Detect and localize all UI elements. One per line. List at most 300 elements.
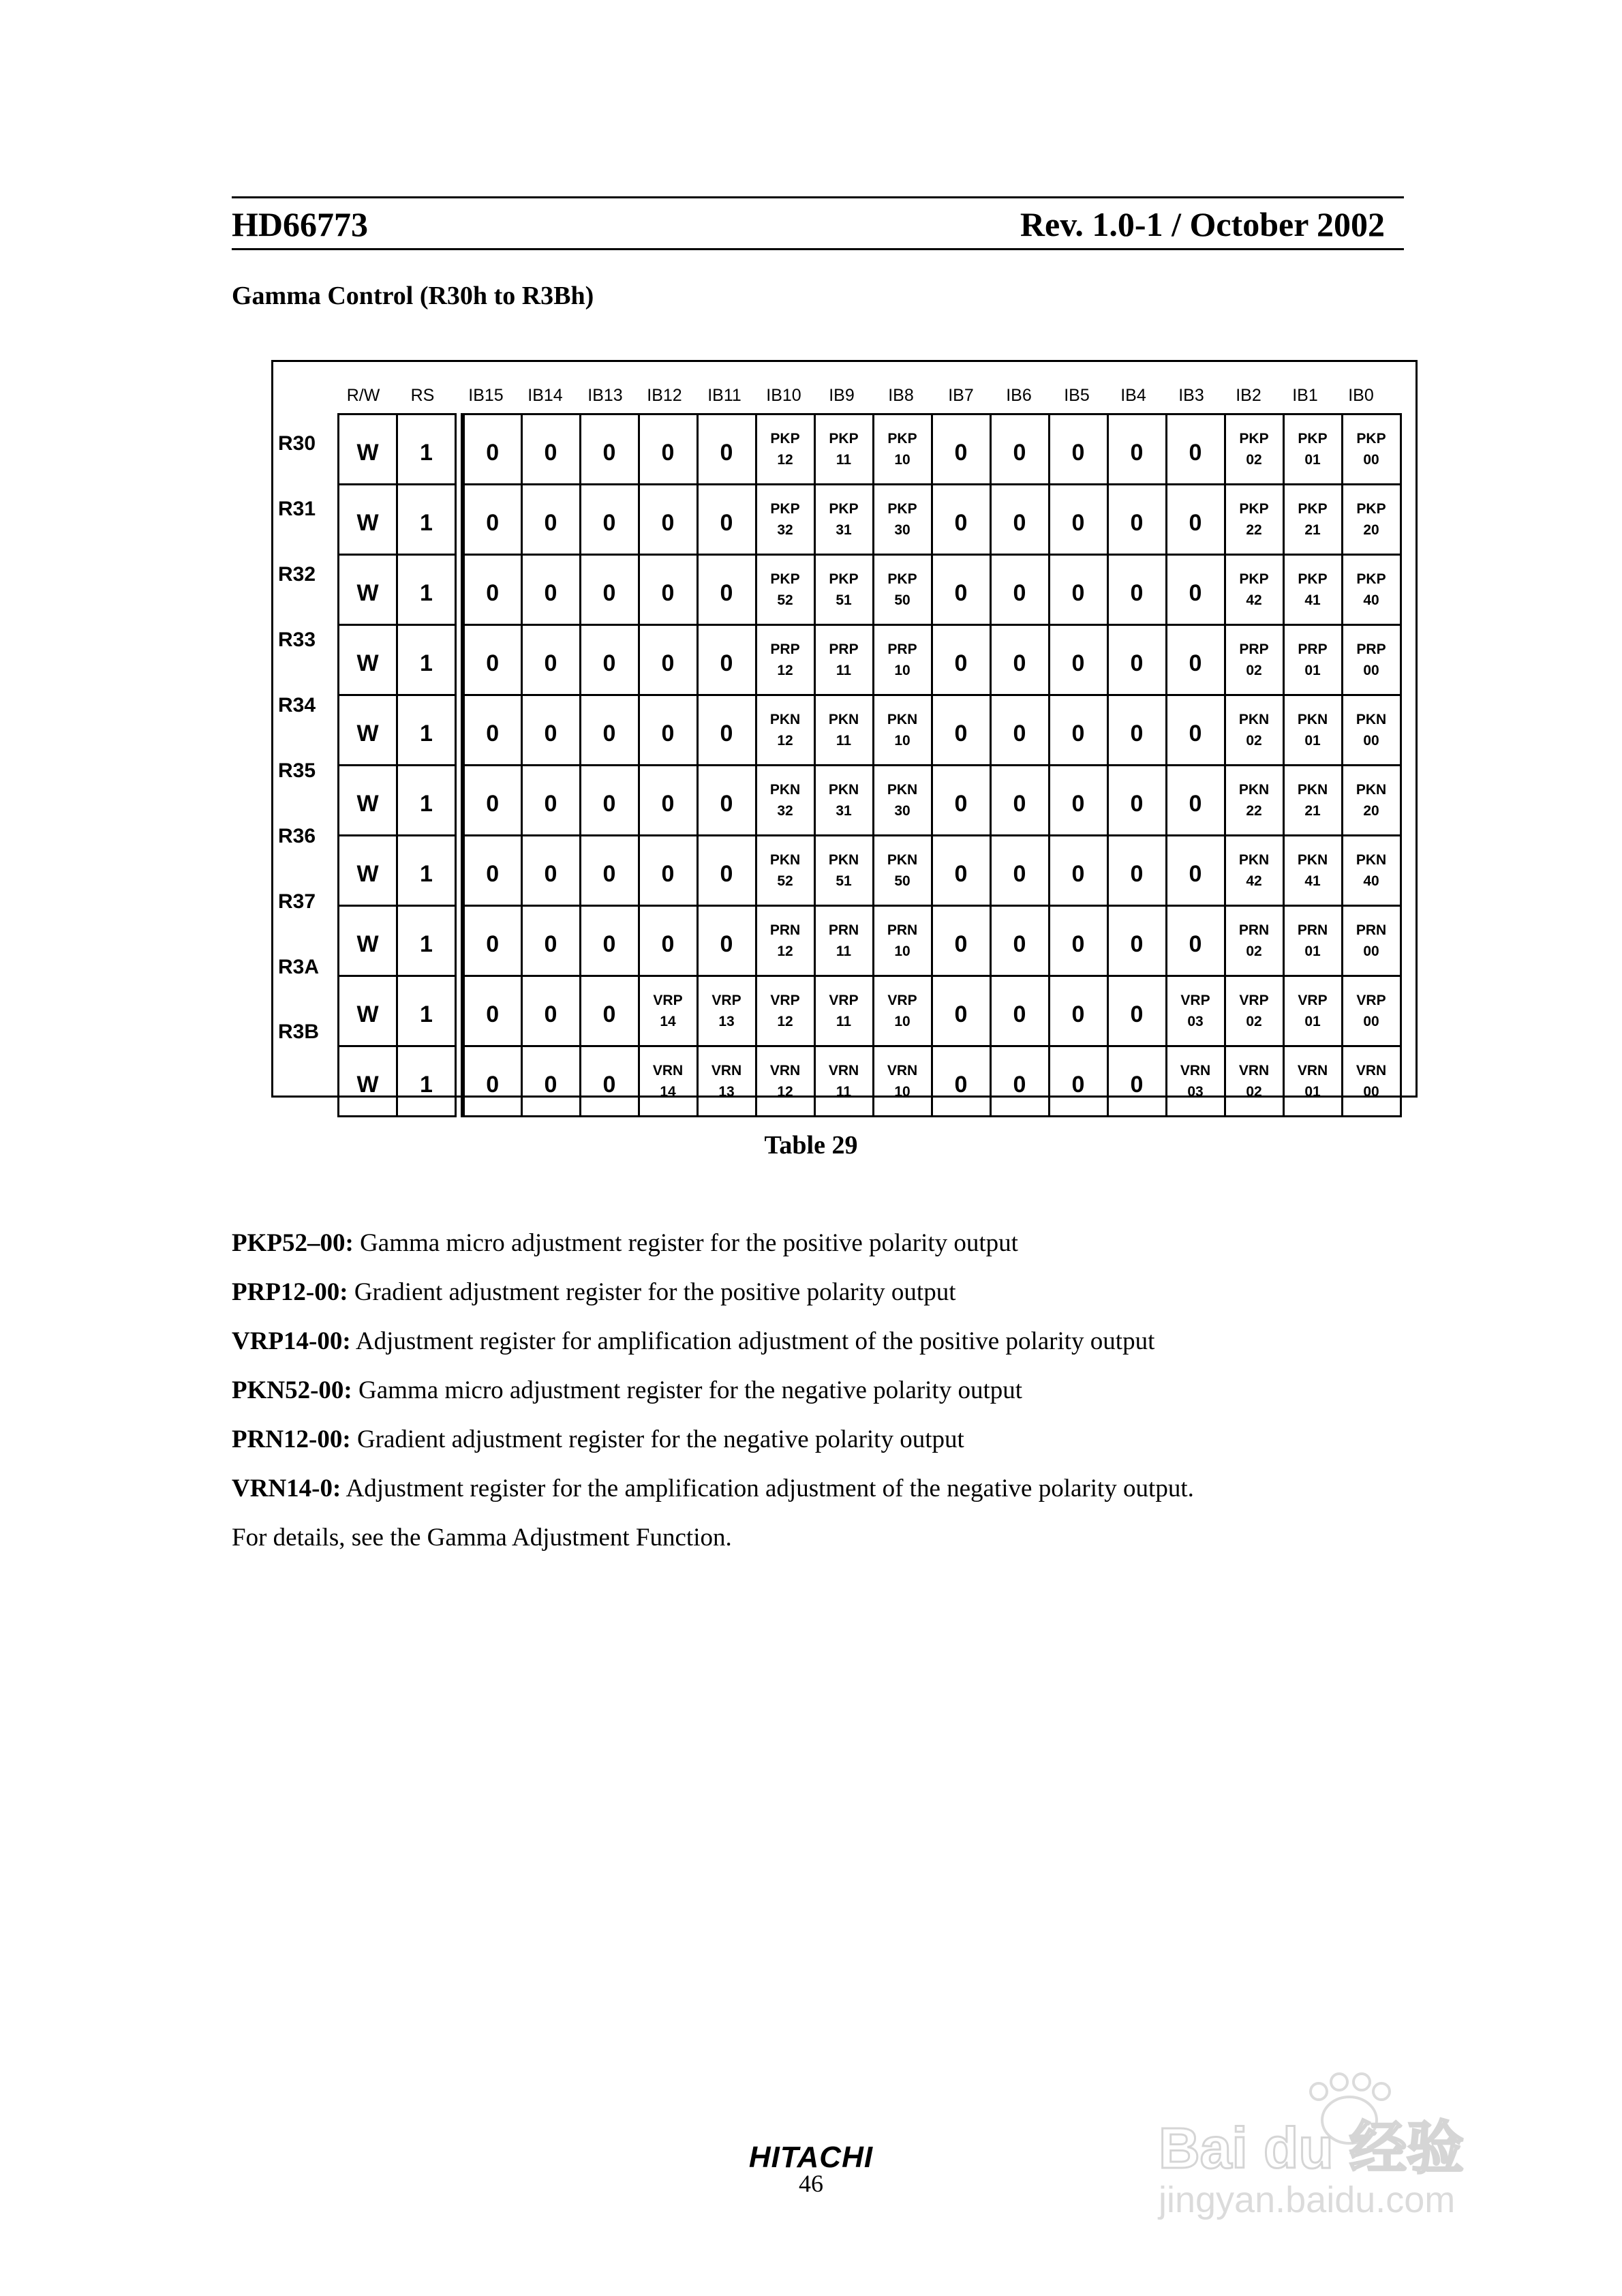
bit-cell: 0 [697,485,756,555]
bit-cell: 0 [1049,625,1107,695]
bit-cell: 0 [932,836,990,906]
bit-signal-index: 03 [1187,1084,1204,1100]
bit-signal-name: PKP [887,431,917,447]
bit-cell: 0 [639,766,697,836]
bit-cell [1342,485,1401,555]
bit-cell [873,625,932,695]
table-cell: W [339,485,397,555]
bit-cell: 0 [463,485,521,555]
bit-signal-index: 00 [1363,1014,1379,1029]
bit-cell [873,906,932,976]
bit-signal-index: 02 [1246,452,1262,468]
bit-signal-index: 14 [660,1084,676,1100]
bit-cell: 0 [1049,555,1107,625]
bit-cell [1342,976,1401,1046]
bit-signal-name: PKP [1356,571,1386,587]
table-cell: W [339,695,397,766]
bit-signal-name: PRN [769,922,801,938]
bit-signal-index: 50 [894,873,911,889]
bit-cell: 0 [1166,836,1225,906]
column-header: IB10 [766,386,801,405]
bit-cell: 0 [990,836,1049,906]
bit-signal-index: 51 [836,873,852,889]
column-header: RS [410,386,435,405]
bit-signal-name: PKP [1356,431,1386,447]
bit-cell [1283,766,1342,836]
bit-signal-name: PRP [770,641,800,657]
bit-cell: 0 [697,766,756,836]
bit-cell [1283,555,1342,625]
bit-signal-name: PRP [1356,641,1386,657]
column-header: IB1 [1292,386,1318,405]
row-header: R32 [278,563,316,586]
bit-signal-name: VRN [1297,1063,1328,1078]
row-header: R31 [278,498,316,520]
bit-signal-name: PKN [887,852,918,868]
bit-signal-index: 10 [894,1014,911,1029]
bit-cell [814,414,873,485]
column-gap [456,906,463,976]
bit-signal-index: 20 [1363,803,1379,819]
column-header: IB15 [468,386,504,405]
bit-signal-name: PRP [1239,641,1269,657]
bit-cell: 0 [932,976,990,1046]
table-row [339,906,1401,976]
definition-term: PKP52–00: [232,1229,354,1257]
bit-cell: 0 [1107,485,1166,555]
table-cell: 1 [397,906,456,976]
doc-id: HD66773 [232,205,368,243]
bit-signal-name: PRP [1298,641,1328,657]
bit-cell: 0 [521,625,580,695]
table-row [339,625,1401,695]
header-rule-top [232,196,1404,198]
bit-cell [873,766,932,836]
row-header: R36 [278,825,316,847]
bit-cell [756,625,814,695]
bit-cell: 0 [580,1046,639,1117]
bit-signal-name: PKP [887,501,917,517]
table-cell: 1 [397,485,456,555]
bit-cell [1225,625,1283,695]
row-header: R3B [278,1021,320,1043]
table-row [339,976,1401,1046]
bit-signal-index: 22 [1246,803,1262,819]
table-cell: W [339,766,397,836]
bit-signal-name: PKN [828,712,859,727]
column-header: IB11 [707,386,741,405]
bit-cell: 0 [1049,976,1107,1046]
bit-signal-name: PKN [1297,782,1328,798]
bit-cell [873,1046,932,1117]
bit-cell [1166,1046,1225,1117]
bit-signal-name: PKN [1297,712,1328,727]
bit-signal-index: 11 [836,452,852,468]
watermark-brand: Bai du 经验 [1159,2116,1465,2180]
bit-cell [814,976,873,1046]
bit-cell: 0 [463,976,521,1046]
definition-line [232,1317,1194,1366]
bit-cell [873,414,932,485]
bit-cell: 0 [990,625,1049,695]
bit-signal-name: PRN [1356,922,1387,938]
bit-cell: 0 [521,766,580,836]
bit-cell [1225,414,1283,485]
bit-signal-name: VRP [1298,993,1328,1008]
column-header: R/W [346,386,380,405]
bit-cell: 0 [1107,976,1166,1046]
bit-cell: 0 [521,1046,580,1117]
bit-signal-index: 31 [836,803,852,819]
bit-signal-index: 21 [1304,803,1321,819]
bit-cell [873,976,932,1046]
column-header: IB2 [1236,386,1261,405]
bit-signal-index: 42 [1246,873,1262,889]
bit-cell: 0 [580,625,639,695]
bit-cell [873,555,932,625]
column-gap [456,625,463,695]
bit-cell [1225,836,1283,906]
bit-signal-name: PKN [887,712,918,727]
bit-cell [1283,695,1342,766]
row-header: R35 [278,759,316,782]
definition-text: Adjustment register for amplification adjustment of the positive polarity output [350,1327,1155,1355]
bit-signal-index: 30 [894,522,911,538]
table-cell: 1 [397,625,456,695]
bit-signal-name: VRN [887,1063,918,1078]
bit-cell: 0 [932,555,990,625]
bit-cell: 0 [521,485,580,555]
column-gap [456,555,463,625]
bit-signal-name: VRP [711,993,741,1008]
bit-signal-index: 01 [1304,663,1321,678]
bit-cell [1225,695,1283,766]
bit-cell: 0 [1166,485,1225,555]
bit-cell: 0 [990,766,1049,836]
bit-signal-name: PKP [887,571,917,587]
bit-cell: 0 [1107,906,1166,976]
bit-cell [1225,1046,1283,1117]
bit-cell: 0 [580,414,639,485]
bit-cell [1166,976,1225,1046]
bit-cell: 0 [697,906,756,976]
bit-cell: 0 [697,836,756,906]
table-cell: W [339,976,397,1046]
bit-cell: 0 [580,766,639,836]
bit-cell: 0 [580,906,639,976]
bit-cell: 0 [1049,414,1107,485]
bit-signal-index: 22 [1246,522,1262,538]
bit-cell [756,766,814,836]
bit-signal-index: 01 [1304,1014,1321,1029]
bit-signal-index: 20 [1363,522,1379,538]
bit-cell: 0 [639,906,697,976]
column-header: IB6 [1006,386,1032,405]
bit-cell [814,766,873,836]
bit-cell [1283,1046,1342,1117]
row-header: R3A [278,956,320,978]
bit-cell: 0 [932,414,990,485]
table-row [339,414,1401,485]
column-header: IB3 [1178,386,1204,405]
bit-signal-name: PKP [829,431,859,447]
bit-signal-index: 02 [1246,943,1262,959]
bit-cell: 0 [990,1046,1049,1117]
bit-signal-name: PRP [829,641,859,657]
bit-cell: 0 [1107,695,1166,766]
bit-signal-name: VRN [1238,1063,1270,1078]
paw-toe-icon [1353,2074,1370,2090]
bit-signal-name: PRN [887,922,918,938]
column-header: IB7 [948,386,974,405]
bit-cell: 0 [639,625,697,695]
bit-cell [639,1046,697,1117]
bit-cell [814,555,873,625]
bit-signal-name: PKN [769,852,801,868]
bit-cell: 0 [521,836,580,906]
bit-signal-index: 11 [836,943,852,959]
definition-text: Gamma micro adjustment register for the negative polarity output [352,1376,1023,1404]
table-row [339,695,1401,766]
bit-cell [1342,1046,1401,1117]
bit-signal-name: VRP [1239,993,1269,1008]
bit-signal-index: 10 [894,733,911,749]
bit-cell: 0 [580,485,639,555]
table-cell: 1 [397,766,456,836]
bit-cell [814,1046,873,1117]
register-table [337,413,1402,1117]
table-cell: 1 [397,836,456,906]
bit-cell [1342,906,1401,976]
paw-toe-icon [1311,2083,1327,2100]
bit-signal-index: 03 [1187,1014,1204,1029]
bit-cell [1283,414,1342,485]
bit-cell [1283,836,1342,906]
table-caption: Table 29 [764,1131,858,1160]
watermark-url: jingyan.baidu.com [1159,2179,1456,2220]
bit-cell: 0 [580,976,639,1046]
bit-signal-name: VRP [1356,993,1386,1008]
bit-cell: 0 [697,625,756,695]
bit-signal-name: PKN [828,782,859,798]
bit-signal-index: 12 [777,452,793,468]
table-cell: 1 [397,695,456,766]
bit-signal-index: 41 [1304,592,1321,608]
bit-signal-index: 12 [777,943,793,959]
column-gap [456,485,463,555]
paw-toe-icon [1331,2074,1347,2090]
bit-signal-index: 41 [1304,873,1321,889]
definition-term: VRP14-00: [232,1327,351,1355]
bit-cell [873,485,932,555]
bit-signal-index: 30 [894,803,911,819]
bit-cell [873,695,932,766]
bit-signal-name: PKP [1239,501,1269,517]
column-gap [456,414,463,485]
bit-cell [814,485,873,555]
bit-signal-index: 10 [894,452,911,468]
row-header: R33 [278,629,316,651]
bit-cell [873,836,932,906]
bit-cell [697,1046,756,1117]
bit-cell: 0 [1166,906,1225,976]
bit-signal-index: 02 [1246,733,1262,749]
bit-signal-index: 01 [1304,1084,1321,1100]
table-row [339,555,1401,625]
bit-signal-index: 32 [777,803,793,819]
bit-cell: 0 [1107,625,1166,695]
bit-signal-index: 02 [1246,663,1262,678]
bit-cell: 0 [463,555,521,625]
bit-signal-index: 00 [1363,663,1379,678]
bit-cell [1342,414,1401,485]
bit-cell: 0 [1107,836,1166,906]
table-cell: 1 [397,1046,456,1117]
bit-cell: 0 [1107,414,1166,485]
bit-signal-name: PKN [887,782,918,798]
bit-signal-name: PKN [1238,782,1270,798]
bit-signal-name: PKP [770,431,800,447]
bit-cell: 0 [1166,625,1225,695]
bit-signal-index: 13 [718,1084,735,1100]
column-header: IB12 [647,386,682,405]
bit-signal-name: VRN [652,1063,684,1078]
baidu-watermark [1145,2072,1527,2229]
bit-cell: 0 [1107,1046,1166,1117]
bit-cell: 0 [580,836,639,906]
table-cell: W [339,414,397,485]
definition-line [232,1219,1194,1268]
bit-cell [814,625,873,695]
bit-cell: 0 [1166,695,1225,766]
bit-signal-name: PRN [1238,922,1270,938]
revision: Rev. 1.0-1 / October 2002 [1020,205,1385,243]
bit-signal-index: 01 [1304,733,1321,749]
bit-cell: 0 [1107,766,1166,836]
bit-cell: 0 [1166,766,1225,836]
bit-signal-name: PKN [769,712,801,727]
bit-signal-name: PKP [770,571,800,587]
definition-term: PRN12-00: [232,1425,351,1453]
bit-cell [1342,695,1401,766]
bit-signal-index: 11 [836,663,852,678]
bit-signal-name: PRN [828,922,859,938]
bit-signal-name: VRP [1180,993,1210,1008]
definition-text: Gradient adjustment register for the positive polarity output [348,1278,956,1306]
bit-cell [756,1046,814,1117]
bit-cell [1342,836,1401,906]
definitions [232,1219,1194,1562]
header-rule-bottom [232,248,1404,250]
table-cell: 1 [397,555,456,625]
bit-cell: 0 [521,906,580,976]
bit-signal-index: 52 [777,592,793,608]
bit-cell: 0 [521,976,580,1046]
bit-cell: 0 [639,555,697,625]
bit-signal-index: 10 [894,663,911,678]
bit-signal-name: PKP [1298,501,1328,517]
column-gap [456,836,463,906]
bit-cell: 0 [463,1046,521,1117]
bit-signal-name: PKP [829,571,859,587]
table-cell: W [339,836,397,906]
definition-term: VRN14-0: [232,1475,341,1502]
bit-signal-index: 14 [660,1014,676,1029]
bit-signal-name: PRN [1297,922,1328,938]
column-gap [456,1046,463,1117]
table-cell: W [339,906,397,976]
bit-cell [1342,555,1401,625]
bit-cell [1283,625,1342,695]
bit-signal-name: PKN [769,782,801,798]
bit-signal-name: PKP [1239,571,1269,587]
bit-cell: 0 [639,836,697,906]
bit-signal-name: PKP [1239,431,1269,447]
column-header: IB8 [888,386,914,405]
bit-signal-index: 50 [894,592,911,608]
table-cell: W [339,625,397,695]
bit-signal-index: 10 [894,943,911,959]
table-cell: 1 [397,976,456,1046]
bit-signal-name: VRN [1356,1063,1387,1078]
bit-cell: 0 [1049,695,1107,766]
bit-cell: 0 [697,555,756,625]
definition-text: Gamma micro adjustment register for the positive polarity output [353,1229,1018,1257]
bit-signal-name: PKP [1356,501,1386,517]
bit-cell: 0 [990,414,1049,485]
bit-signal-index: 11 [836,1014,852,1029]
bit-signal-index: 10 [894,1084,911,1100]
bit-cell: 0 [990,485,1049,555]
bit-signal-index: 00 [1363,733,1379,749]
bit-signal-index: 11 [836,733,852,749]
bit-signal-name: PKN [1356,852,1387,868]
bit-cell: 0 [580,555,639,625]
table-cell: 1 [397,414,456,485]
column-header: IB5 [1064,386,1090,405]
bit-cell [814,695,873,766]
bit-cell [1225,906,1283,976]
row-header: R30 [278,432,316,455]
table-row [339,1046,1401,1117]
bit-signal-index: 32 [777,522,793,538]
bit-signal-index: 51 [836,592,852,608]
bit-cell: 0 [521,695,580,766]
bit-signal-name: PKP [829,501,859,517]
bit-cell: 0 [697,414,756,485]
bit-cell [1283,906,1342,976]
bit-cell [1225,976,1283,1046]
table-cell: W [339,1046,397,1117]
definition-text: Adjustment register for the amplification adjustment of the negative polarity output. [341,1475,1194,1502]
bit-signal-index: 12 [777,663,793,678]
bit-signal-index: 21 [1304,522,1321,538]
bit-cell [1283,485,1342,555]
bit-signal-index: 12 [777,1084,793,1100]
table-row [339,485,1401,555]
bit-signal-name: VRP [653,993,683,1008]
bit-cell: 0 [932,1046,990,1117]
column-header: IB9 [829,386,855,405]
bit-signal-index: 31 [836,522,852,538]
column-gap [456,766,463,836]
paw-toe-icon [1373,2083,1390,2100]
section-title: Gamma Control (R30h to R3Bh) [232,282,594,310]
bit-cell: 0 [463,625,521,695]
bit-signal-index: 02 [1246,1014,1262,1029]
bit-signal-index: 12 [777,1014,793,1029]
bit-cell: 0 [932,485,990,555]
